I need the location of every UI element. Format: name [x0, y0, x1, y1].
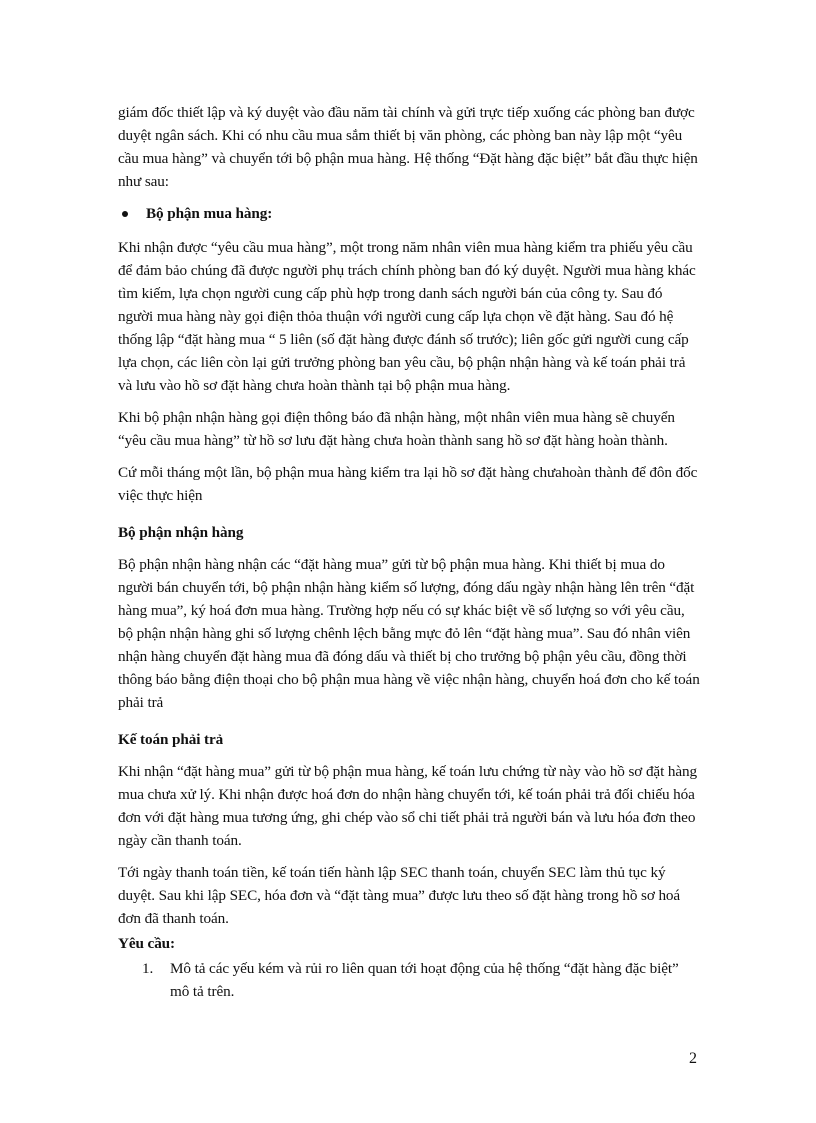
receiving-paragraph-1: Bộ phận nhận hàng nhận các “đặt hàng mua” gửi từ bộ phận mua hàng. Khi thiết bị mua do người bán chuyển tới, bộ phận nhận hàng kiểm số lượng, đóng dấu ngày nhận hàng lên trên “đặt hàng mua”, ký hoá đơn mua hàng. Trường hợp nếu có sự khác biệt về số lượng so với yêu cầu, bộ phận nhận hàng ghi số lượng chênh lệch bằng mực đỏ lên “đặt hàng mua”. Sau đó nhân viên nhận hàng chuyển đặt hàng mua đã đóng dấu và thiết bị cho trưởng bộ phận yêu cầu, đồng thời thông báo bằng điện thoại cho bộ phận mua hàng về việc nhận hàng, chuyển hoá đơn cho kế toán phải trả	[118, 556, 700, 711]
receiving-heading: Bộ phận nhận hàng	[118, 524, 244, 541]
requirement-number: 1.	[142, 960, 154, 977]
purchasing-paragraph-2: Khi bộ phận nhận hàng gọi điện thông báo đã nhận hàng, một nhân viên mua hàng sẽ chuyển “yêu cầu mua hàng” từ hồ sơ lưu đặt hàng chưa hoàn thành sang hồ sơ đặt hàng hoàn thành.	[118, 409, 675, 449]
requirements-heading: Yêu cầu:	[118, 935, 175, 952]
purchasing-heading	[118, 202, 700, 225]
purchasing-paragraph-1: Khi nhận được “yêu cầu mua hàng”, một trong năm nhân viên mua hàng kiểm tra phiếu yêu cầu để đảm bảo chúng đã được người phụ trách chính phòng ban đó ký duyệt. Người mua hàng khác tìm kiếm, lựa chọn người cung cấp phù hợp trong danh sách người bán của công ty. Sau đó người mua hàng này gọi điện thỏa thuận với người cung cấp lựa chọn về đặt hàng. Sau đó hệ thống lập “đặt hàng mua “ 5 liên (số đặt hàng được đánh số trước); liên gốc gửi người cung cấp lựa chọn, các liên còn lại gửi trưởng phòng ban yêu cầu, bộ phận nhận hàng và kế toán phải trả và lưu vào hồ sơ đặt hàng chưa hoàn thành tại bộ phận mua hàng.	[118, 239, 696, 394]
purchasing-paragraph-3: Cứ mỗi tháng một lần, bộ phận mua hàng kiểm tra lại hồ sơ đặt hàng chưahoàn thành để đôn đốc việc thực hiện	[118, 464, 698, 504]
payable-heading: Kế toán phải trả	[118, 731, 224, 748]
intro-paragraph: giám đốc thiết lập và ký duyệt vào đầu năm tài chính và gửi trực tiếp xuống các phòng ban được duyệt ngân sách. Khi có nhu cầu mua sắm thiết bị văn phòng, các phòng ban này lập một “yêu cầu mua hàng” và chuyển tới bộ phận mua hàng. Hệ thống “Đặt hàng đặc biệt” bắt đầu thực hiện như sau:	[118, 104, 698, 190]
page-body	[118, 101, 700, 1003]
page-number: 2	[689, 1050, 697, 1067]
bullet-icon	[122, 211, 128, 217]
requirement-text: Mô tả các yếu kém và rủi ro liên quan tới hoạt động của hệ thống “đặt hàng đặc biệt” mô tả trên.	[170, 960, 679, 1000]
requirement-item	[118, 957, 700, 1003]
purchasing-heading-text: Bộ phận mua hàng:	[146, 205, 273, 222]
payable-paragraph-1: Khi nhận “đặt hàng mua” gửi từ bộ phận mua hàng, kế toán lưu chứng từ này vào hồ sơ đặt hàng mua chưa xử lý. Khi nhận được hoá đơn do nhận hàng chuyển tới, kế toán phải trả đối chiếu hóa đơn với đặt hàng mua tương ứng, ghi chép vào sổ chi tiết phải trả người bán và lưu hóa đơn theo ngày cần thanh toán.	[118, 763, 698, 849]
payable-paragraph-2: Tới ngày thanh toán tiền, kế toán tiến hành lập SEC thanh toán, chuyển SEC làm thủ tục ký duyệt. Sau khi lập SEC, hóa đơn và “đặt tàng mua” được lưu theo số đặt hàng trong hồ sơ hoá đơn đã thanh toán.	[118, 864, 681, 927]
